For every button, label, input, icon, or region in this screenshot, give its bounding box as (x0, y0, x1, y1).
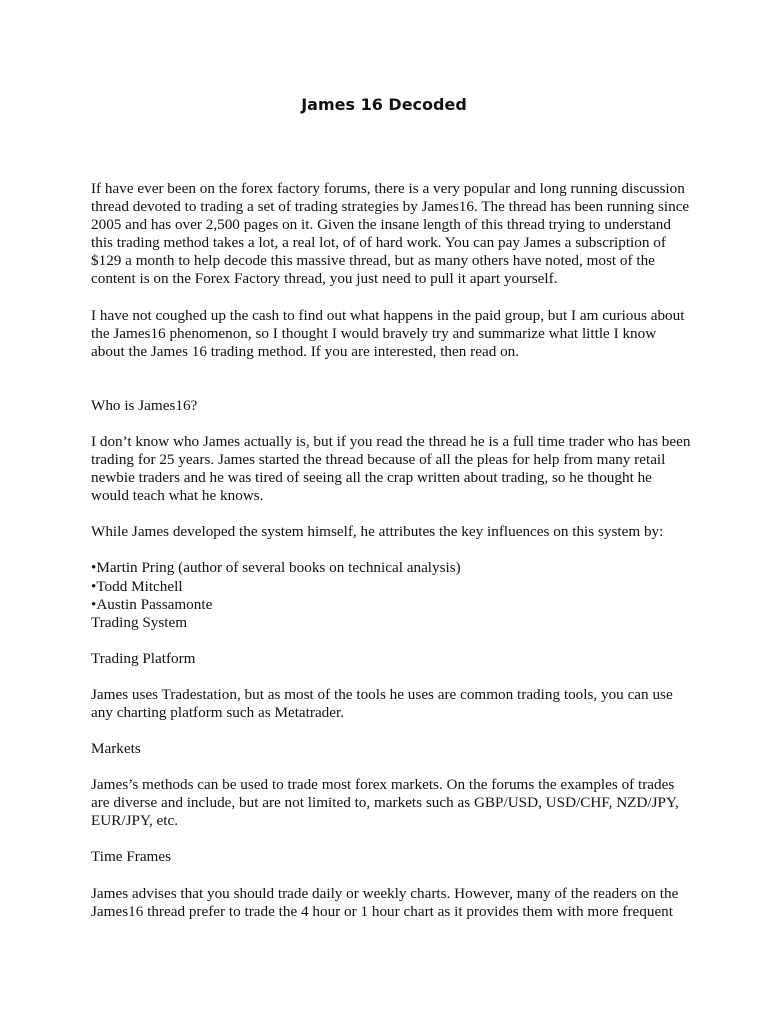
paragraph-curious: I have not coughed up the cash to find out what happens in the paid group, but I am curious about the James16 phenomenon, so I thought I would bravely try and summarize what little I know about the James 16 trading method. If you are interested, then read on. (91, 306, 685, 360)
paragraph-timeframes-body: James advises that you should trade daily or weekly charts. However, many of the readers on the James16 thread prefer to trade the 4 hour or 1 hour chart as it provides them with more frequent (91, 884, 679, 920)
list-item-influence-2: •Todd Mitchell (91, 577, 183, 595)
heading-time-frames: Time Frames (91, 848, 172, 866)
heading-trading-platform: Trading Platform (91, 649, 196, 667)
heading-who-is-james16: Who is James16? (91, 396, 198, 414)
document-title: James 16 Decoded (301, 95, 467, 114)
paragraph-platform-body: James uses Tradestation, but as most of the tools he uses are common trading tools, you can use any charting platform such as Metatrader. (91, 685, 673, 721)
paragraph-who-body: I don’t know who James actually is, but if you read the thread he is a full time trader who has been trading for 25 years. James started the thread because of all the pleas for help from many retail newbie traders and he was tired of seeing all the crap written about trading, so he thought he would teach what he knows. (91, 432, 691, 505)
paragraph-influences-intro: While James developed the system himself, he attributes the key influences on this system by: (91, 523, 664, 541)
heading-markets: Markets (91, 740, 141, 758)
paragraph-intro: If have ever been on the forex factory forums, there is a very popular and long running discussion thread devoted to trading a set of trading strategies by James16. The thread has been running since 2005 and has over 2,500 pages on it. Given the insane length of this thread trying to understand this trading method takes a lot, a real lot, of of hard work. You can pay James a subscription of $129 a month to help decode this massive thread, but as many others have noted, most of the content is on the Forex Factory thread, you just need to pull it apart yourself. (91, 180, 690, 288)
spacer (91, 379, 691, 397)
heading-trading-system: Trading System (91, 613, 188, 631)
paragraph-markets-body: James’s methods can be used to trade most forex markets. On the forums the examples of trades are diverse and include, but are not limited to, markets such as GBP/USD, USD/CHF, NZD/JPY, EUR/JPY, etc. (91, 776, 679, 830)
list-item-influence-1: •Martin Pring (author of several books on technical analysis) (91, 559, 461, 577)
document-body (91, 180, 691, 939)
list-item-influence-3: •Austin Passamonte (91, 595, 213, 613)
